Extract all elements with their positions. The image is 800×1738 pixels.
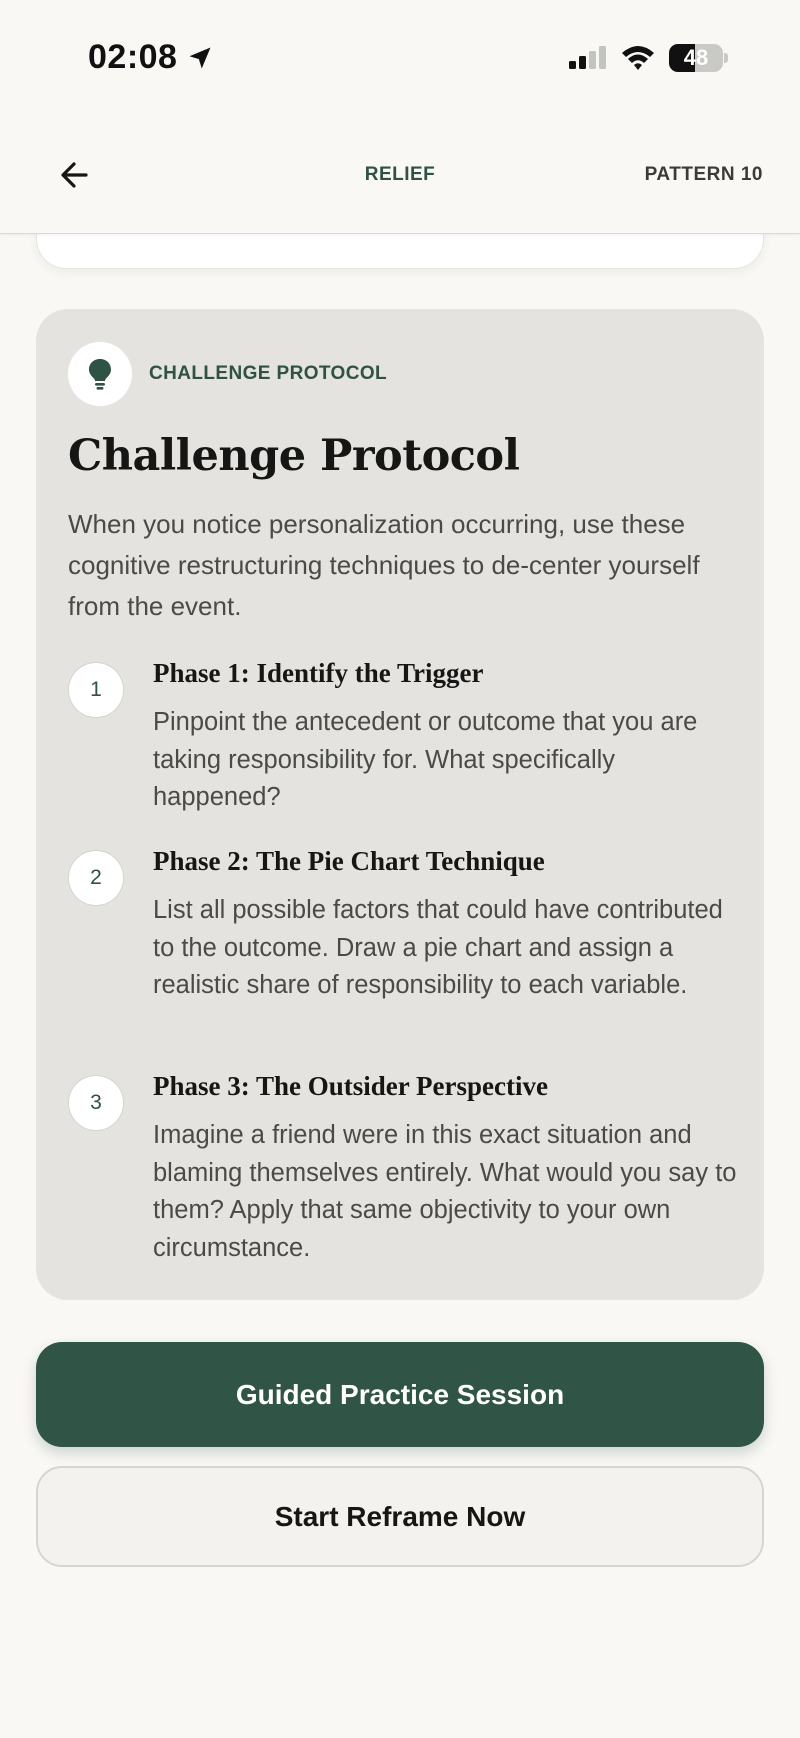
lightbulb-icon bbox=[86, 358, 114, 390]
phase-number-badge: 3 bbox=[68, 1075, 124, 1131]
phase-title: Phase 2: The Pie Chart Technique bbox=[153, 846, 545, 876]
phase-description: Imagine a friend were in this exact situation and blaming themselves entirely. What would you say to them? Apply that same objectivity to your own circumstance. bbox=[153, 1121, 737, 1262]
location-arrow-icon bbox=[186, 44, 214, 72]
nav-bar bbox=[0, 112, 800, 234]
card-title: Challenge Protocol bbox=[68, 431, 520, 481]
card-eyebrow: CHALLENGE PROTOCOL bbox=[149, 363, 388, 384]
start-reframe-button[interactable]: Start Reframe Now bbox=[36, 1466, 764, 1567]
battery-level: 48 bbox=[683, 45, 709, 70]
challenge-protocol-card bbox=[36, 309, 764, 1300]
pattern-label: PATTERN 10 bbox=[644, 164, 763, 185]
wifi-icon bbox=[620, 42, 656, 72]
phase-description: Pinpoint the antecedent or outcome that you are taking responsibility for. What specifically happened? bbox=[153, 708, 698, 811]
phase-number-badge: 2 bbox=[68, 850, 124, 906]
status-bar bbox=[0, 0, 800, 112]
status-time: 02:08 bbox=[88, 38, 178, 76]
nav-title: RELIEF bbox=[364, 164, 436, 185]
phase-number-badge: 1 bbox=[68, 662, 124, 718]
card-icon-badge bbox=[68, 342, 132, 406]
battery-cap bbox=[724, 53, 728, 63]
phase-title: Phase 1: Identify the Trigger bbox=[153, 658, 484, 688]
card-intro: When you notice personalization occurring, use these cognitive restructuring techniques to de-center yourself from the event. bbox=[68, 509, 700, 621]
battery-icon bbox=[669, 44, 723, 72]
phase-description: List all possible factors that could have contributed to the outcome. Draw a pie chart and assign a realistic share of responsibility to each variable. bbox=[153, 896, 723, 999]
cellular-signal-icon bbox=[567, 46, 607, 72]
phase-title: Phase 3: The Outsider Perspective bbox=[153, 1071, 548, 1101]
guided-practice-button[interactable]: Guided Practice Session bbox=[36, 1342, 764, 1447]
